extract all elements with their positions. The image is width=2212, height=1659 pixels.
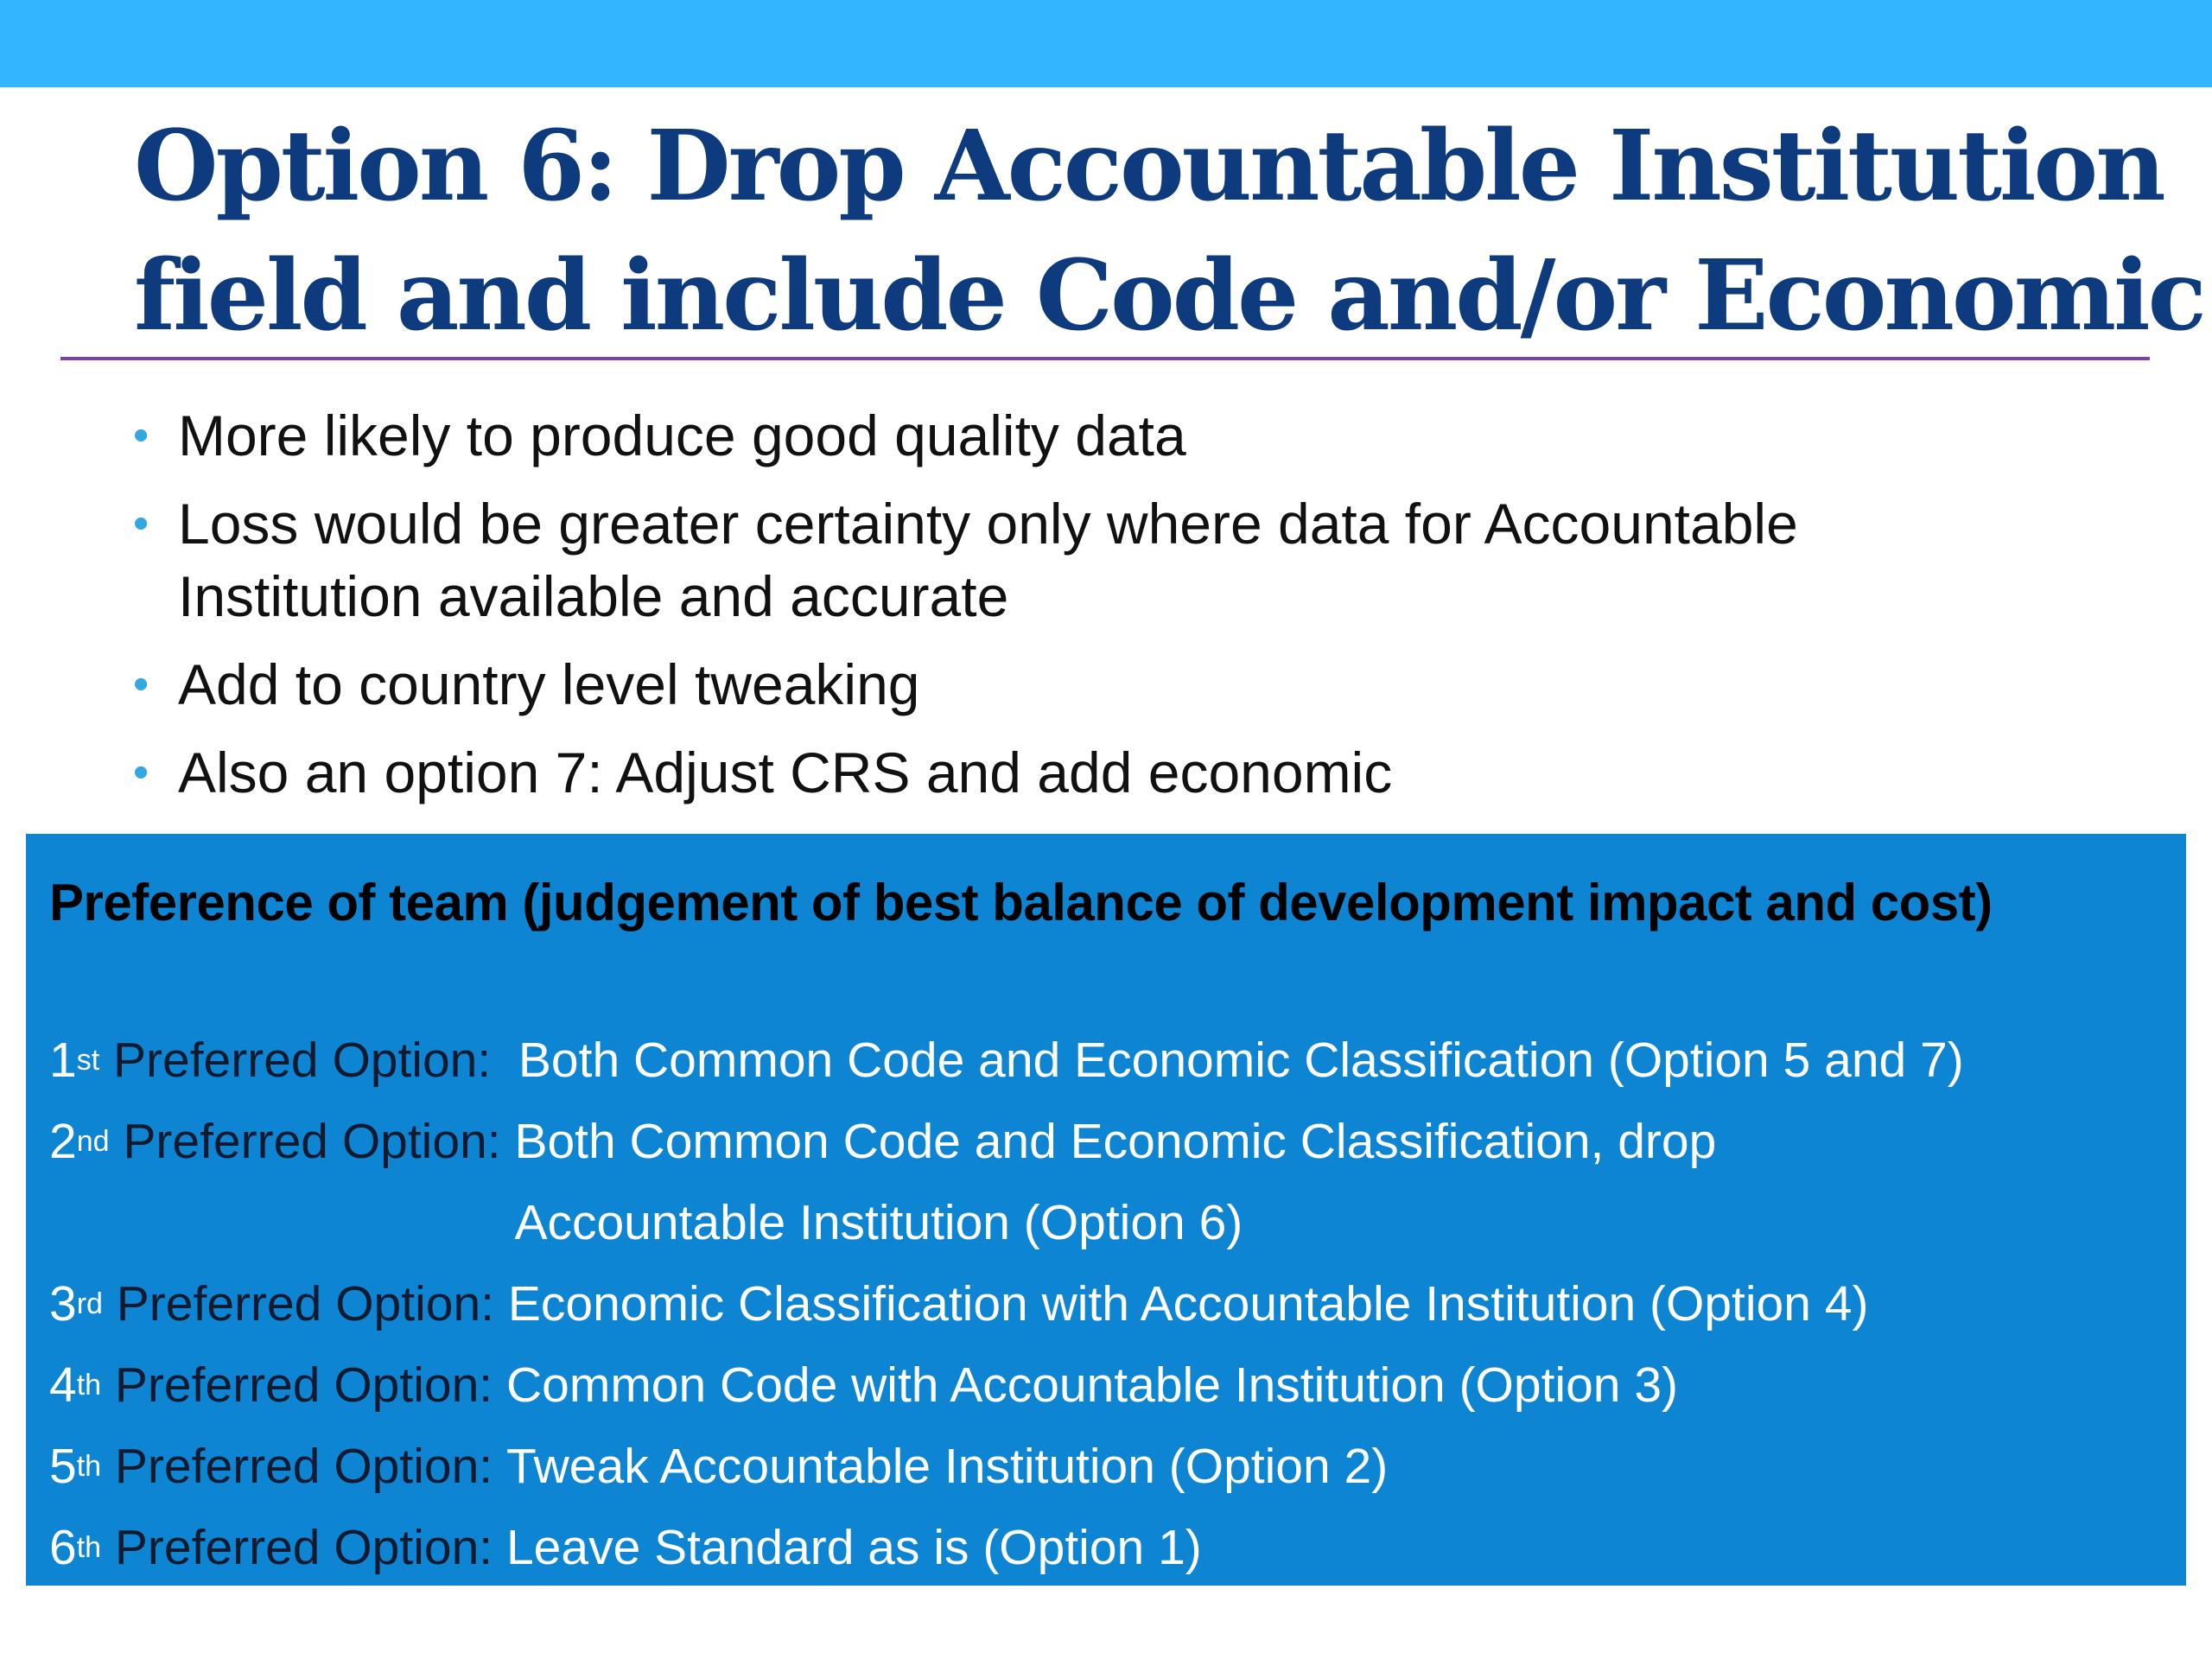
rank-suffix: st <box>76 1044 100 1077</box>
rank-label: Preferred Option: <box>114 1357 493 1413</box>
option-description: Tweak Accountable Institution (Option 2) <box>505 1439 1389 1494</box>
preference-row-5 <box>49 1426 1964 1507</box>
bullet-item <box>130 487 2160 632</box>
preference-heading: Preference of team (judgement of best balance of development impact and cost) <box>49 874 1993 931</box>
rank-label: Preferred Option: <box>114 1439 493 1494</box>
rank-number: 1 <box>49 1033 77 1088</box>
rank-suffix: th <box>76 1450 102 1483</box>
bullet-text: More likely to produce good quality data <box>178 404 1186 467</box>
rank-label: Preferred Option: <box>114 1520 493 1575</box>
bullet-item <box>130 648 2160 721</box>
option-description: Economic Classification with Accountable Institution (Option 4) <box>507 1276 1869 1332</box>
preference-row-6 <box>49 1507 1964 1588</box>
bullet-item <box>130 736 2160 809</box>
preference-row-1 <box>49 1020 1964 1101</box>
rank-number: 2 <box>49 1114 77 1169</box>
bullet-text: Add to country level tweaking <box>178 652 920 716</box>
bullet-item <box>130 399 2160 472</box>
preference-list <box>49 1020 1964 1588</box>
rank-suffix: nd <box>76 1125 110 1158</box>
rank-suffix: rd <box>76 1287 103 1320</box>
bullet-list <box>130 399 2160 824</box>
rank-number: 5 <box>49 1439 77 1494</box>
rank-label: Preferred Option: <box>116 1276 494 1332</box>
bullet-dot-icon: • <box>133 499 149 549</box>
rank-number: 3 <box>49 1276 77 1332</box>
rank-suffix: th <box>76 1369 102 1402</box>
preference-row-2 <box>49 1101 1964 1263</box>
bullet-text: Loss would be greater certainty only where data for Accountable Institution available and accurate <box>178 492 1798 628</box>
bullet-text: Also an option 7: Adjust CRS and add economic <box>178 741 1393 804</box>
bullet-dot-icon: • <box>133 747 149 798</box>
preference-row-3 <box>49 1263 1964 1344</box>
rank-suffix: th <box>76 1531 102 1564</box>
option-description: Leave Standard as is (Option 1) <box>505 1520 1202 1575</box>
slide-title <box>134 102 2204 361</box>
preference-row-4 <box>49 1344 1964 1426</box>
rank-label: Preferred Option: <box>123 1114 501 1169</box>
option-description: Both Common Code and Economic Classification, drop Accountable Institution (Option 6) <box>514 1114 1717 1250</box>
title-divider <box>60 357 2150 360</box>
slide-title-line-1: Option 6: Drop Accountable Institution <box>134 110 2164 223</box>
option-description: Common Code with Accountable Institution (Option 3) <box>505 1357 1679 1413</box>
rank-number: 4 <box>49 1357 77 1413</box>
bullet-dot-icon: • <box>133 410 149 461</box>
option-description: Both Common Code and Economic Classification (Option 5 and 7) <box>518 1033 1964 1088</box>
preference-box <box>26 834 2186 1586</box>
rank-number: 6 <box>49 1520 77 1575</box>
bullet-dot-icon: • <box>133 659 149 709</box>
slide-title-line-2: field and include Code and/or Economic <box>134 239 2204 353</box>
rank-label: Preferred Option: <box>113 1033 492 1088</box>
top-accent-bar <box>0 0 2212 87</box>
